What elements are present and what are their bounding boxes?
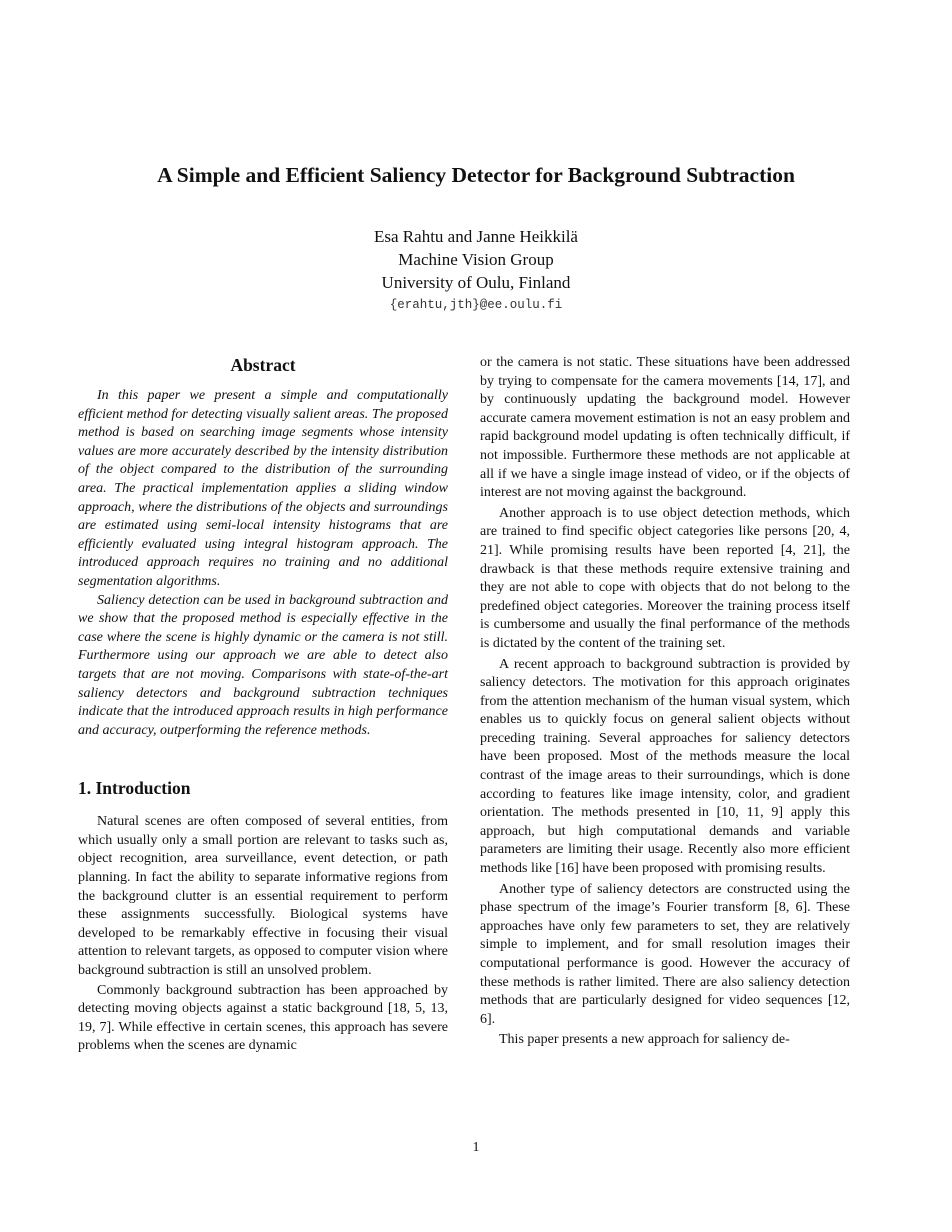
abstract-section <box>78 354 448 740</box>
author-names: Esa Rahtu and Janne Heikkilä <box>374 227 578 246</box>
page-number: 1 <box>472 1140 480 1155</box>
body-paragraph-continued: or the camera is not static. These situations have been addressed by trying to compensate for the camera movements [14, 17], and by continuously updating the background model. However accurate camera movement estimation is not an easy problem and rapid background model updating is often technically difficult, if not impossible. Furthermore these methods are not applicable at all if we have a single image instead of video, or if the objects of interest are not moving against the background. <box>480 355 850 501</box>
abstract-paragraph: In this paper we present a simple and computationally efficient method for detecting visually salient areas. The proposed method is based on searching image segments whose intensity values are more accurately described by the intensity distribution of the object compared to the distribution of the surrounding area. The practical implementation applies a sliding window approach, where the distributions of the objects and surroundings are estimated using semi-local intensity histograms that are efficiently evaluated using integral histogram approach. The introduced approach requires no training and no additional segmentation algorithms. <box>78 388 448 589</box>
author-email: {erahtu,jth}@ee.oulu.fi <box>389 298 563 312</box>
abstract-heading: Abstract <box>230 355 296 375</box>
abstract-paragraph: Saliency detection can be used in background subtraction and we show that the proposed method is especially effective in the case where the scene is highly dynamic or the camera is not still. Furthermore using our approach we are able to detect also targets that are not moving. Comparisons with state-of-the-art saliency detectors and background subtraction techniques indicate that the introduced approach results in high performance and accuracy, outperforming the reference methods. <box>78 592 448 738</box>
author-affiliation: University of Oulu, Finland <box>381 273 571 292</box>
author-block <box>0 225 952 316</box>
right-column <box>480 354 850 1052</box>
introduction-section <box>78 777 448 1056</box>
body-paragraph: Commonly background subtraction has been approached by detecting moving objects against a static background [18, 5, 13, 19, 7]. While effective in certain scenes, this approach has severe problems when the scenes are dynamic <box>78 982 448 1054</box>
body-paragraph: Natural scenes are often composed of several entities, from which usually only a small portion are relevant to tasks such as, object recognition, area surveillance, event detection, or path planning. In fact the ability to separate informative regions from the background clutter is an essential requirement to perform these assignments successfully. Biological systems have developed to be remarkably effective in focusing their visual attention to relevant targets, as opposed to computer vision where background subtraction is still an unsolved problem. <box>78 814 448 979</box>
introduction-heading: 1. Introduction <box>78 778 191 799</box>
body-paragraph: Another type of saliency detectors are constructed using the phase spectrum of the image’s Fourier transform [8, 6]. These approaches have only few parameters to set, they are relatively simple to implement, and for small resolution images their computational performance is good. However the accuracy of these methods is rather limited. There are also saliency detection methods that are particularly designed for video sequences [12, 6]. <box>480 881 850 1027</box>
left-column <box>78 354 448 1056</box>
body-paragraph: Another approach is to use object detection methods, which are trained to find specific object categories like persons [20, 4, 21]. While promising results have been reported [4, 21], the drawback is that these methods require extensive training and they are not able to cope with objects that do not belong to the predefined object categories. Moreover the training process itself is cumbersome and usually the final performance of the methods is dictated by the content of the training set. <box>480 505 850 651</box>
paper-title: A Simple and Efficient Saliency Detector for Background Subtraction <box>157 163 795 187</box>
body-paragraph: This paper presents a new approach for saliency de- <box>499 1032 790 1048</box>
body-paragraph: A recent approach to background subtraction is provided by saliency detectors. The motivation for this approach originates from the attention mechanism of the human visual system, which enables us to quickly focus on general salient objects without preceding training. Several approaches for saliency detectors have been proposed. Most of the methods measure the local contrast of the image areas to their surroundings, which is done according to features like image intensity, color, and gradient orientation. The methods presented in [10, 11, 9] apply this approach, but high computational demands and variable parameters are limiting their usage. Recently also more efficient methods like [16] have been proposed with promising results. <box>480 656 850 877</box>
author-group: Machine Vision Group <box>398 250 554 269</box>
